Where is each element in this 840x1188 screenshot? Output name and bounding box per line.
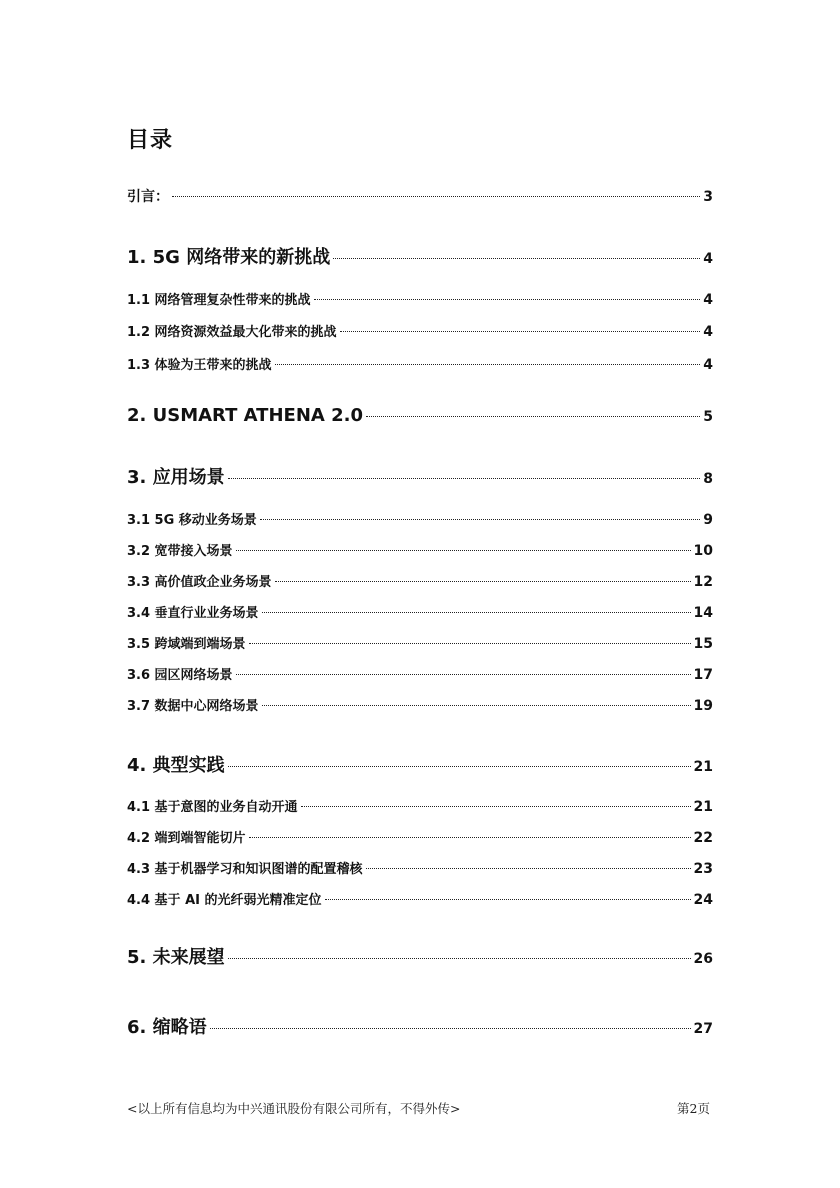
toc-entry-label: 3.4 垂直行业业务场景	[127, 606, 259, 621]
toc-entry-page: 21	[693, 799, 713, 815]
toc-entry-page: 19	[693, 698, 713, 714]
toc-entry-label: 1.1 网络管理复杂性带来的挑战	[127, 293, 311, 308]
toc-entry-page: 14	[693, 605, 713, 621]
dot-leader	[366, 416, 700, 417]
dot-leader	[236, 674, 691, 675]
toc-entry-page: 4	[703, 324, 713, 340]
dot-leader	[262, 612, 691, 613]
toc-entry-page: 9	[703, 512, 713, 528]
toc-entry-page: 5	[703, 409, 713, 425]
toc-entry-page: 26	[693, 951, 713, 967]
toc-entry-section-3-6[interactable]	[127, 666, 713, 685]
toc-entry-label: 2. USMART ATHENA 2.0	[127, 405, 363, 426]
footer-page-number: 第2页	[677, 1101, 710, 1116]
toc-entry-section-4-1[interactable]	[127, 798, 713, 817]
toc-entry-section-1-3[interactable]	[127, 356, 713, 375]
toc-entry-page: 4	[703, 357, 713, 373]
toc-entry-label: 1. 5G 网络带来的新挑战	[127, 247, 331, 268]
toc-entry-page: 27	[693, 1021, 713, 1037]
toc-entry-label: 3.6 园区网络场景	[127, 668, 233, 683]
toc-entry-label: 4.1 基于意图的业务自动开通	[127, 800, 298, 815]
toc-entry-label: 3.5 跨域端到端场景	[127, 637, 246, 652]
toc-entry-label: 4.4 基于 AI 的光纤弱光精准定位	[127, 893, 322, 908]
dot-leader	[275, 364, 701, 365]
toc-entry-page: 24	[693, 892, 713, 908]
toc-entry-section-3-2[interactable]	[127, 542, 713, 561]
toc-entry-page: 3	[703, 189, 713, 205]
dot-leader	[210, 1028, 691, 1029]
toc-entry-section-3[interactable]	[127, 466, 713, 491]
toc-entry-label: 3.7 数据中心网络场景	[127, 699, 259, 714]
toc-entry-section-4-3[interactable]	[127, 860, 713, 879]
toc-entry-label: 3.2 宽带接入场景	[127, 544, 233, 559]
dot-leader	[249, 643, 691, 644]
toc-entry-page: 21	[693, 759, 713, 775]
toc-title: 目录	[127, 128, 174, 153]
toc-entry-label: 1.2 网络资源效益最大化带来的挑战	[127, 325, 337, 340]
toc-entry-label: 3.1 5G 移动业务场景	[127, 513, 257, 528]
dot-leader	[228, 478, 701, 479]
toc-entry-label: 3.3 高价值政企业务场景	[127, 575, 272, 590]
dot-leader	[172, 196, 700, 197]
toc-entry-label: 6. 缩略语	[127, 1017, 207, 1038]
toc-entry-page: 22	[693, 830, 713, 846]
dot-leader	[228, 958, 691, 959]
toc-entry-page: 8	[703, 471, 713, 487]
toc-entry-section-1-1[interactable]	[127, 291, 713, 310]
dot-leader	[340, 331, 701, 332]
toc-entry-label: 4. 典型实践	[127, 755, 225, 776]
toc-entry-intro[interactable]	[127, 187, 713, 207]
toc-entry-section-4[interactable]	[127, 754, 713, 779]
toc-entry-label: 4.2 端到端智能切片	[127, 831, 246, 846]
toc-entry-page: 10	[693, 543, 713, 559]
toc-entry-section-1[interactable]	[127, 246, 713, 271]
dot-leader	[260, 519, 700, 520]
dot-leader	[228, 766, 691, 767]
toc-entry-section-1-2[interactable]	[127, 323, 713, 342]
toc-entry-page: 15	[693, 636, 713, 652]
toc-entry-page: 4	[703, 292, 713, 308]
dot-leader	[249, 837, 691, 838]
toc-entry-section-3-3[interactable]	[127, 573, 713, 592]
dot-leader	[325, 899, 691, 900]
dot-leader	[301, 806, 691, 807]
toc-entry-section-3-7[interactable]	[127, 697, 713, 716]
toc-entry-page: 12	[693, 574, 713, 590]
toc-entry-section-4-4[interactable]	[127, 891, 713, 910]
toc-entry-label: 3. 应用场景	[127, 467, 225, 488]
toc-entry-section-4-2[interactable]	[127, 829, 713, 848]
dot-leader	[314, 299, 701, 300]
footer-confidentiality-notice: <以上所有信息均为中兴通讯股份有限公司所有，不得外传>	[127, 1101, 461, 1116]
toc-entry-section-6[interactable]	[127, 1016, 713, 1041]
toc-entry-page: 17	[693, 667, 713, 683]
dot-leader	[333, 258, 700, 259]
toc-entry-section-3-4[interactable]	[127, 604, 713, 623]
toc-entry-section-3-5[interactable]	[127, 635, 713, 654]
dot-leader	[236, 550, 691, 551]
toc-entry-section-2[interactable]	[127, 404, 713, 429]
dot-leader	[275, 581, 691, 582]
toc-entry-section-3-1[interactable]	[127, 511, 713, 530]
toc-entry-page: 4	[703, 251, 713, 267]
toc-entry-label: 4.3 基于机器学习和知识图谱的配置稽核	[127, 862, 363, 877]
dot-leader	[262, 705, 691, 706]
toc-entry-section-5[interactable]	[127, 946, 713, 971]
toc-entry-label: 5. 未来展望	[127, 947, 225, 968]
toc-entry-label: 1.3 体验为王带来的挑战	[127, 358, 272, 373]
dot-leader	[366, 868, 691, 869]
toc-entry-page: 23	[693, 861, 713, 877]
toc-entry-label: 引言：	[127, 189, 169, 205]
